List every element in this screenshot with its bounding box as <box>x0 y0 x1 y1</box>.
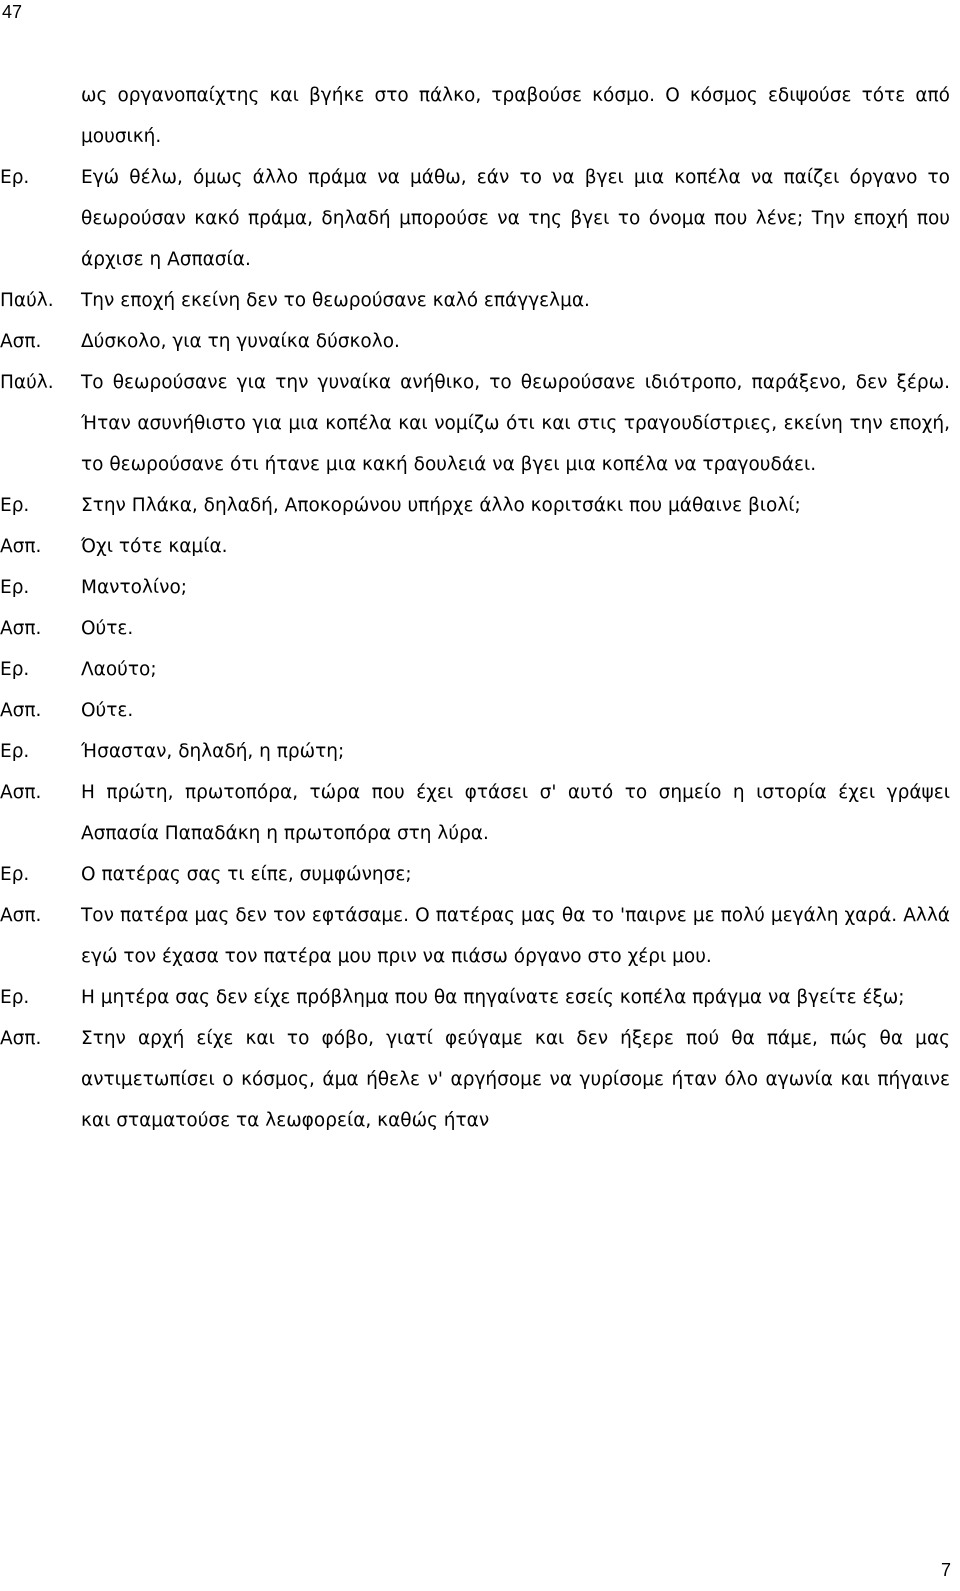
entry-text: Στην αρχή είχε και το φόβο, γιατί φεύγαμε και δεν ήξερε πού θα πάμε, πώς θα μας αντιμετωπίσει ο κόσμος, άμα ήθελε ν' αργήσομε να γυρίσομε ήταν όλο αγωνία και πήγαινε και σταματούσε τα λεωφορεία, καθώς ήταν <box>81 1028 950 1131</box>
entry-text: Ούτε. <box>81 700 134 721</box>
speaker-label: Ασπ. <box>0 700 42 721</box>
speaker-label: Ερ. <box>0 987 30 1008</box>
transcript-entry <box>0 649 950 690</box>
transcript-entry <box>0 772 950 854</box>
transcript-entry <box>0 157 950 280</box>
transcript-entry <box>0 854 950 895</box>
transcript-entry <box>0 1018 950 1141</box>
speaker-label: Παύλ. <box>0 290 54 311</box>
speaker-label: Παύλ. <box>0 372 54 393</box>
speaker-label: Ασπ. <box>0 1028 42 1049</box>
entry-text: Δύσκολο, για τη γυναίκα δύσκολο. <box>81 331 400 352</box>
entry-text: Ούτε. <box>81 618 134 639</box>
transcript-entry <box>0 75 950 157</box>
entry-text: Την εποχή εκείνη δεν το θεωρούσανε καλό επάγγελμα. <box>81 290 590 311</box>
speaker-label: Ερ. <box>0 659 30 680</box>
entry-text: Μαντολίνο; <box>81 577 188 598</box>
entry-text: Λαούτο; <box>81 659 157 680</box>
transcript-entry <box>0 731 950 772</box>
speaker-label: Ασπ. <box>0 618 42 639</box>
entry-text: ως οργανοπαίχτης και βγήκε στο πάλκο, τραβούσε κόσμο. Ο κόσμος εδιψούσε τότε από μουσική. <box>81 85 950 147</box>
entry-text: Το θεωρούσανε για την γυναίκα ανήθικο, το θεωρούσανε ιδιότροπο, παράξενο, δεν ξέρω. Ήταν ασυνήθιστο για μια κοπέλα και νομίζω ότι και στις τραγουδίστριες, εκείνη την εποχή, το θεωρούσανε ότι ήτανε μια κακή δουλειά να βγει μια κοπέλα να τραγουδάει. <box>81 372 950 475</box>
transcript-entry <box>0 526 950 567</box>
entry-text: Η μητέρα σας δεν είχε πρόβλημα που θα πηγαίνατε εσείς κοπέλα πράγμα να βγείτε έξω; <box>81 987 905 1008</box>
transcript-entry <box>0 690 950 731</box>
speaker-label: Ασπ. <box>0 536 42 557</box>
entry-text: Η πρώτη, πρωτοπόρα, τώρα που έχει φτάσει σ' αυτό το σημείο η ιστορία έχει γράψει Ασπασία Παπαδάκη η πρωτοπόρα στη λύρα. <box>81 782 950 844</box>
page-number-top: 47 <box>2 2 23 22</box>
entry-text: Εγώ θέλω, όμως άλλο πράμα να μάθω, εάν το να βγει μια κοπέλα να παίζει όργανο το θεωρούσαν κακό πράμα, δηλαδή μπορούσε να της βγει το όνομα που λένε; Την εποχή που άρχισε η Ασπασία. <box>81 167 950 270</box>
transcript-entry <box>0 280 950 321</box>
transcript-entry <box>0 321 950 362</box>
entry-text: Στην Πλάκα, δηλαδή, Αποκορώνου υπήρχε άλλο κοριτσάκι που μάθαινε βιολί; <box>81 495 801 516</box>
speaker-label: Ασπ. <box>0 331 42 352</box>
transcript-entry <box>0 567 950 608</box>
speaker-label: Ερ. <box>0 577 30 598</box>
page-number-bottom: 7 <box>940 1560 951 1580</box>
speaker-label: Ερ. <box>0 864 30 885</box>
entry-text: Τον πατέρα μας δεν τον εφτάσαμε. Ο πατέρας μας θα το 'παιρνε με πολύ μεγάλη χαρά. Αλλά εγώ τον έχασα τον πατέρα μου πριν να πιάσω όργανο στο χέρι μου. <box>81 905 950 967</box>
speaker-label: Ερ. <box>0 741 30 762</box>
entry-text: Ήσασταν, δηλαδή, η πρώτη; <box>81 741 345 762</box>
speaker-label: Ασπ. <box>0 782 42 803</box>
transcript-entry <box>0 608 950 649</box>
speaker-label: Ερ. <box>0 495 30 516</box>
transcript-entry <box>0 485 950 526</box>
interview-transcript <box>0 75 950 1141</box>
transcript-entry <box>0 362 950 485</box>
speaker-label: Ασπ. <box>0 905 42 926</box>
speaker-label: Ερ. <box>0 167 30 188</box>
entry-text: Ο πατέρας σας τι είπε, συμφώνησε; <box>81 864 412 885</box>
transcript-entry <box>0 895 950 977</box>
entry-text: Όχι τότε καμία. <box>81 536 228 557</box>
transcript-entry <box>0 977 950 1018</box>
